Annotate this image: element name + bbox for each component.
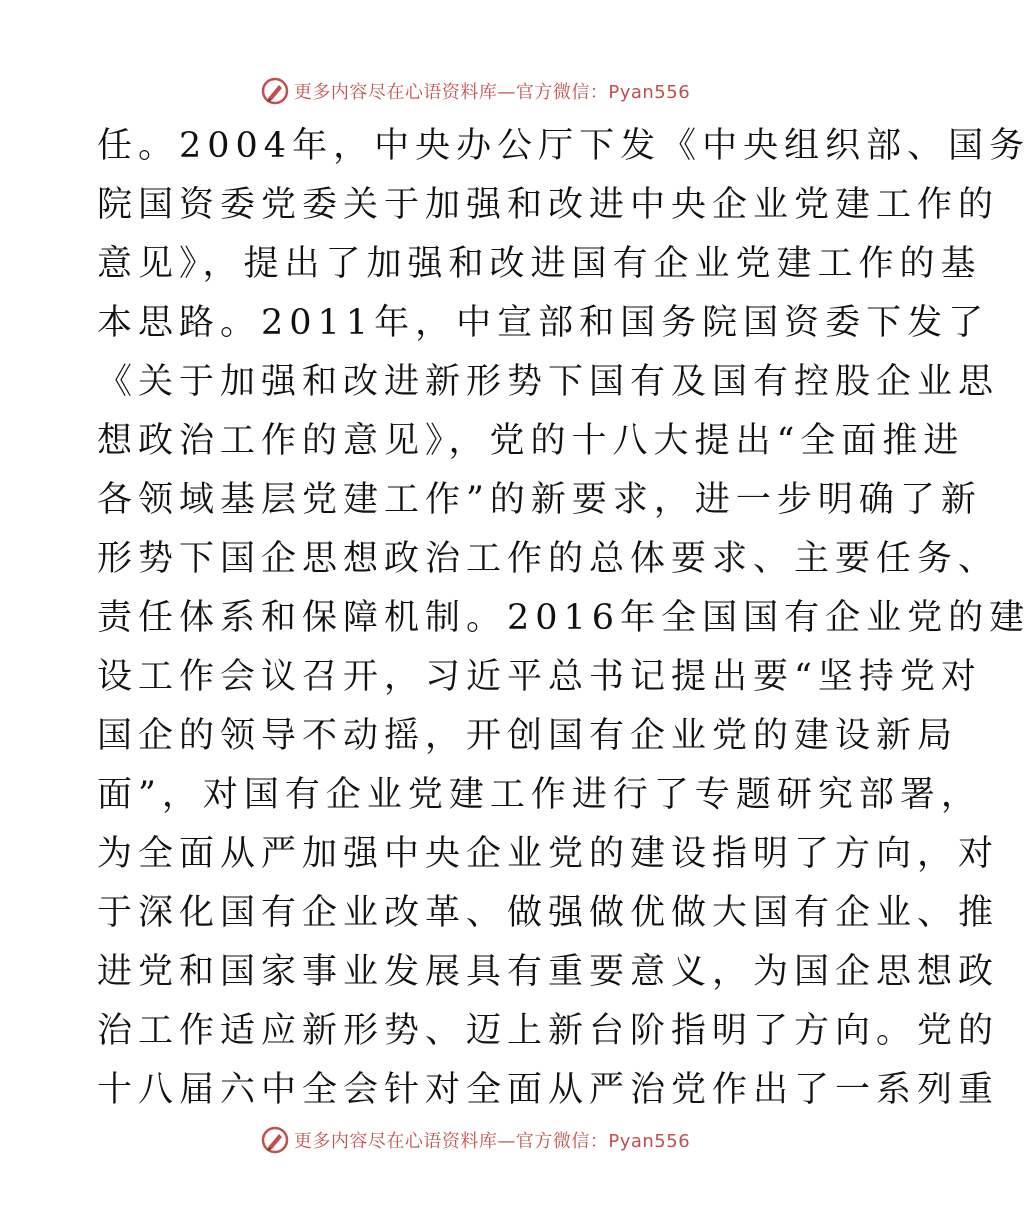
pen-logo-icon [260,76,290,106]
body-line: 责任体系和保障机制。2016年全国国有企业党的建 [97,598,1030,638]
header-banner [0,71,950,111]
body-line: 院国资委党委关于加强和改进中央企业党建工作的 [97,185,1000,225]
body-line: 进党和国家事业发展具有重要意义，为国企思想政 [97,952,1000,992]
footer-banner [0,1120,950,1160]
body-line: 为全面从严加强中央企业党的建设指明了方向，对 [97,834,1000,874]
document-body [97,117,1030,1120]
pen-logo-icon [260,1125,290,1155]
body-line: 十八届六中全会针对全面从严治党作出了一系列重 [97,1070,1000,1110]
footer-banner-text: 更多内容尽在心语资料库—官方微信：Pyan556 [293,1131,691,1152]
body-line: 于深化国有企业改革、做强做优做大国有企业、推 [97,893,1000,933]
body-line: 本思路。2011年，中宣部和国务院国资委下发了 [97,303,990,343]
body-line: 国企的领导不动摇，开创国有企业党的建设新局 [97,716,959,756]
body-line: 意见》，提出了加强和改进国有企业党建工作的基 [97,244,982,284]
body-line: 面”，对国有企业党建工作进行了专题研究部署， [97,775,982,815]
header-banner-text: 更多内容尽在心语资料库—官方微信：Pyan556 [293,82,691,103]
body-line: 各领域基层党建工作”的新要求，进一步明确了新 [97,480,982,520]
body-line: 设工作会议召开，习近平总书记提出要“坚持党对 [97,657,982,697]
body-line: 想政治工作的意见》，党的十八大提出“全面推进 [97,421,965,461]
body-line: 形势下国企思想政治工作的总体要求、主要任务、 [97,539,1000,579]
body-line: 治工作适应新形势、迈上新台阶指明了方向。党的 [97,1011,1000,1051]
body-line: 任。2004年，中央办公厅下发《中央组织部、国务 [97,126,1030,166]
body-line: 《关于加强和改进新形势下国有及国有控股企业思 [97,362,1000,402]
